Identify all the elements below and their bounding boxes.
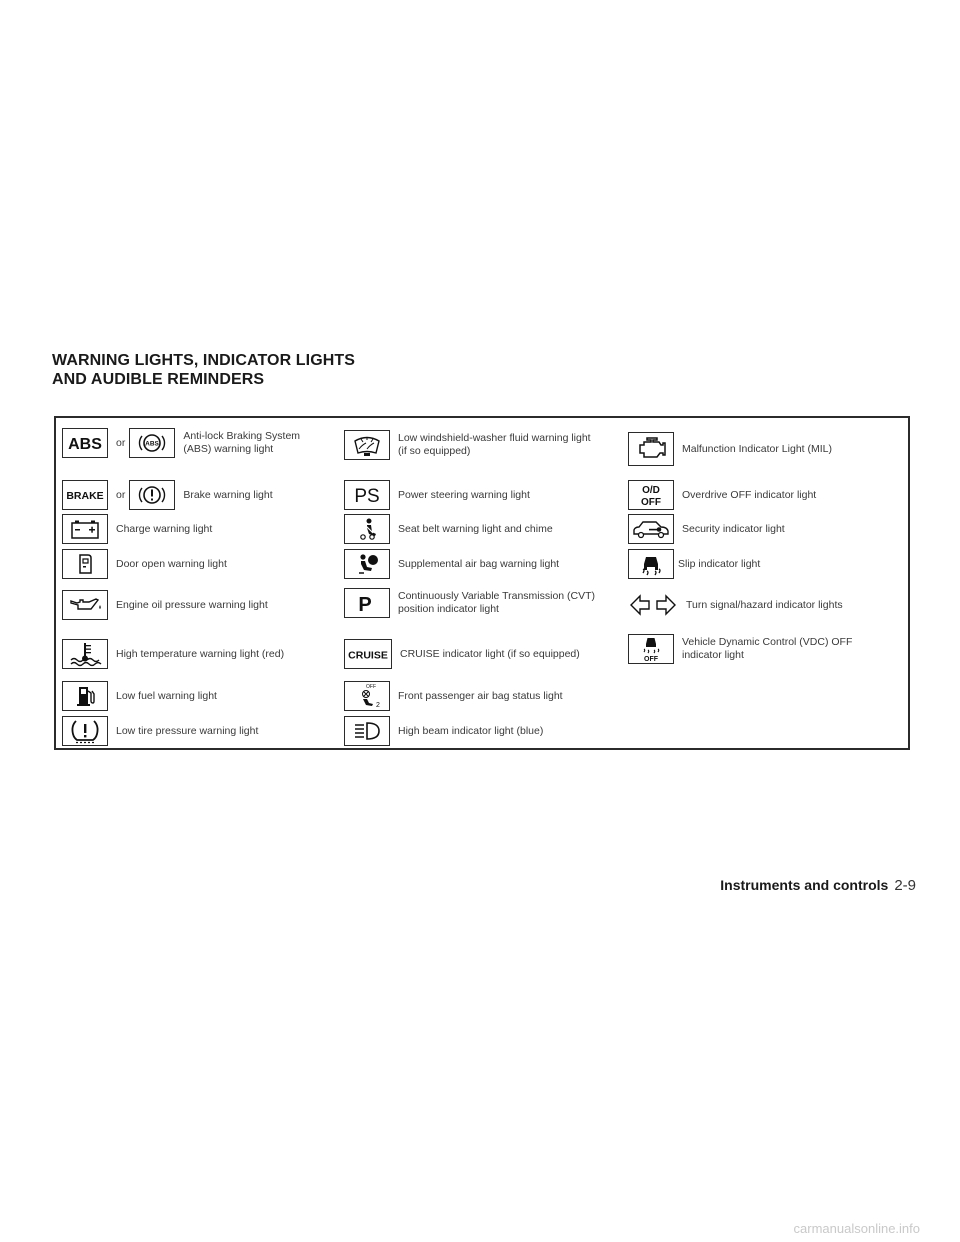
label-seatbelt: Seat belt warning light and chime [398, 522, 553, 535]
svg-text:OFF: OFF [641, 497, 661, 508]
entry-mil [628, 432, 832, 466]
label-tire: Low tire pressure warning light [116, 724, 259, 737]
entry-abs [62, 428, 325, 458]
label-high-beam: High beam indicator light (blue) [398, 724, 544, 737]
label-ps: Power steering warning light [398, 488, 530, 501]
brake-text-icon [62, 480, 108, 510]
heading-line-2: AND AUDIBLE REMINDERS [52, 371, 265, 388]
entry-washer [344, 430, 598, 460]
door-open-icon [62, 549, 108, 579]
label-vdc-off: Vehicle Dynamic Control (VDC) OFF indicator light [682, 636, 853, 661]
svg-text:BRAKE: BRAKE [66, 490, 104, 502]
label-charge: Charge warning light [116, 522, 213, 535]
entry-fuel [62, 681, 217, 711]
svg-text:OFF: OFF [644, 656, 658, 663]
entry-high-beam [344, 716, 543, 746]
warning-lights-panel [54, 416, 910, 750]
label-abs: Anti-lock Braking System (ABS) warning light [183, 430, 301, 455]
label-airbag: Supplemental air bag warning light [398, 557, 560, 570]
thermometer-icon [62, 639, 108, 669]
svg-text:OFF: OFF [366, 684, 376, 690]
svg-text:PS: PS [354, 486, 380, 507]
entry-brake [62, 480, 273, 510]
label-mil: Malfunction Indicator Light (MIL) [682, 442, 832, 455]
entry-security [628, 514, 785, 544]
washer-fluid-icon [344, 430, 390, 460]
page-number: 2-9 [894, 877, 916, 894]
entry-seatbelt [344, 514, 553, 544]
entry-charge [62, 514, 212, 544]
oil-can-icon [62, 590, 108, 620]
label-temperature: High temperature warning light (red) [116, 647, 285, 660]
section-heading [52, 351, 355, 389]
label-turn-signal: Turn signal/hazard indicator lights [686, 598, 843, 611]
label-cruise: CRUISE indicator light (if so equipped) [400, 647, 580, 660]
label-washer: Low windshield-washer fluid warning light (if so equipped) [398, 432, 591, 457]
entry-oil [62, 590, 268, 620]
svg-text:2: 2 [376, 702, 380, 709]
tire-pressure-icon [62, 716, 108, 746]
svg-text:ABS: ABS [68, 436, 102, 453]
turn-signal-icon [628, 590, 678, 620]
label-slip: Slip indicator light [678, 557, 761, 570]
entry-od-off [628, 480, 816, 510]
abs-circle-icon [129, 428, 175, 458]
entry-passenger-airbag [344, 681, 563, 711]
svg-text:CRUISE: CRUISE [348, 649, 388, 662]
entry-tire [62, 716, 258, 746]
entry-vdc-off [628, 634, 882, 664]
cruise-icon [344, 639, 392, 669]
airbag-icon [344, 549, 390, 579]
label-security: Security indicator light [682, 522, 785, 535]
security-car-icon [628, 514, 674, 544]
page-footer [720, 877, 916, 894]
ps-icon [344, 480, 390, 510]
cvt-p-icon [344, 588, 390, 618]
entry-temperature [62, 639, 284, 669]
watermark: carmanualsonline.info [793, 1221, 920, 1236]
footer-section: Instruments and controls [720, 877, 889, 893]
battery-icon [62, 514, 108, 544]
heading-line-1: WARNING LIGHTS, INDICATOR LIGHTS [52, 352, 356, 369]
high-beam-icon [344, 716, 390, 746]
label-cvt: Continuously Variable Transmission (CVT) position indicator light [398, 590, 596, 615]
or-text: or [116, 489, 126, 501]
passenger-airbag-off-icon [344, 681, 390, 711]
od-off-icon [628, 480, 674, 510]
engine-icon [628, 432, 674, 466]
fuel-pump-icon [62, 681, 108, 711]
label-door: Door open warning light [116, 557, 227, 570]
slip-icon [628, 549, 674, 579]
label-passenger-airbag: Front passenger air bag status light [398, 689, 563, 702]
entry-slip [628, 549, 760, 579]
svg-text:ABS: ABS [145, 440, 160, 448]
abs-text-icon [62, 428, 108, 458]
entry-cruise [344, 639, 580, 669]
svg-text:P: P [358, 594, 372, 616]
label-fuel: Low fuel warning light [116, 689, 217, 702]
seat-belt-icon [344, 514, 390, 544]
or-text: or [116, 437, 126, 449]
entry-door [62, 549, 227, 579]
entry-turn-signal [628, 590, 843, 620]
entry-airbag [344, 549, 559, 579]
svg-text:O/D: O/D [642, 485, 660, 496]
brake-circle-icon [129, 480, 175, 510]
entry-cvt [344, 588, 624, 618]
label-od-off: Overdrive OFF indicator light [682, 488, 817, 501]
label-oil: Engine oil pressure warning light [116, 598, 268, 611]
vdc-off-icon [628, 634, 674, 664]
entry-ps [344, 480, 530, 510]
label-brake: Brake warning light [183, 488, 273, 501]
